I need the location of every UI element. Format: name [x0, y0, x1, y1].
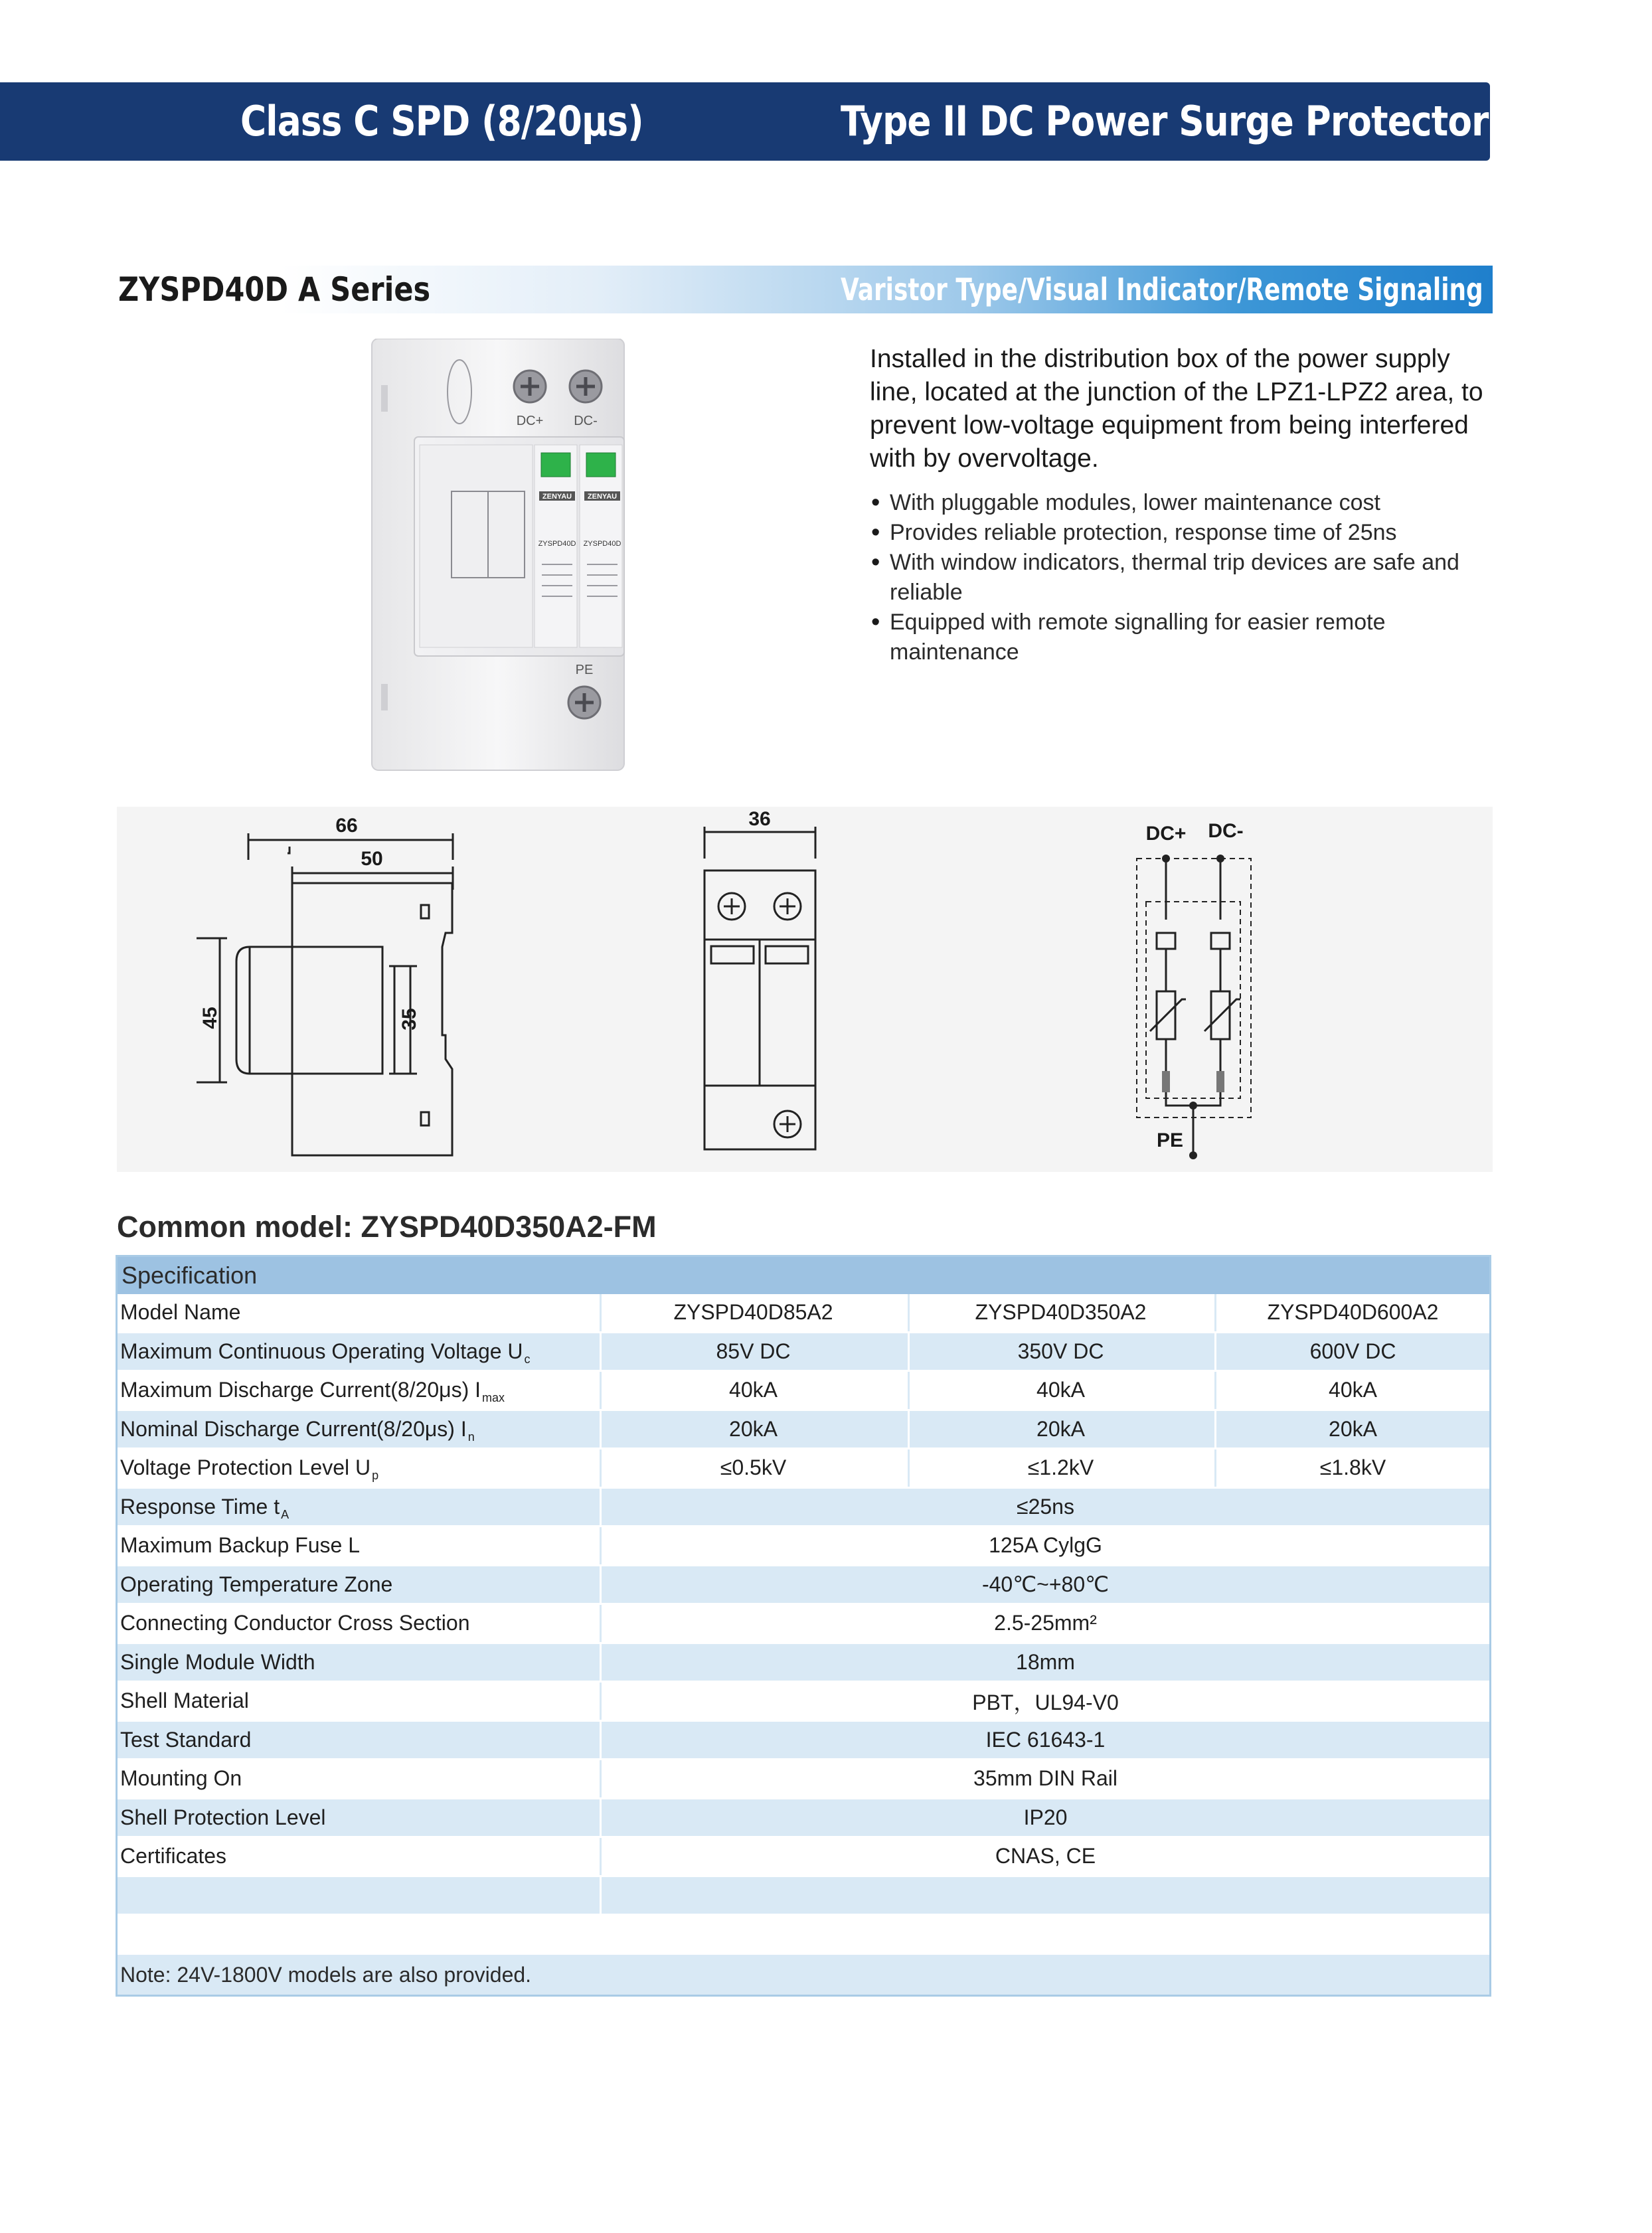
value-cell: 85V DC: [600, 1333, 905, 1370]
table-row: [118, 1449, 1489, 1489]
series-bar: [114, 266, 1493, 313]
table-note: Note: 24V-1800V models are also provided.: [118, 1955, 1489, 1995]
value-cell: 20kA: [1214, 1411, 1489, 1448]
module-model-right: ZYSPD40D: [583, 540, 621, 548]
table-row: [118, 1683, 1489, 1722]
row-label: Operating Temperature Zone: [120, 1572, 393, 1596]
circuit-dc-plus-label: DC+: [1145, 823, 1187, 845]
value-cell: IP20: [600, 1799, 1489, 1837]
row-label: Response Time t A: [120, 1494, 289, 1521]
series-features: Varistor Type/Visual Indicator/Remote Signaling: [841, 272, 1483, 307]
row-label: Test Standard: [120, 1727, 252, 1752]
banner-right-title: Type II DC Power Surge Protector: [841, 97, 1489, 145]
feature-item: • With window indicators, thermal trip devices are safe and reliable: [870, 548, 1494, 608]
table-row: [118, 1411, 1489, 1450]
table-row-empty: [118, 1877, 1489, 1916]
banner-left-title: Class C SPD (8/20μs): [240, 97, 643, 145]
value-cell: ≤1.2kV: [908, 1449, 1212, 1487]
terminal-dc-plus-label: DC+: [516, 414, 544, 428]
circuit-pe-label: PE: [1156, 1129, 1184, 1151]
dim-front-width: 36: [748, 808, 771, 830]
value-cell: ≤0.5kV: [600, 1449, 905, 1487]
value-cell: 350V DC: [908, 1333, 1212, 1370]
table-row-model: [118, 1294, 1489, 1333]
module-model-left: ZYSPD40D: [538, 540, 576, 548]
table-row: [118, 1838, 1489, 1877]
row-label: Shell Protection Level: [120, 1805, 326, 1829]
table-row-empty: [118, 1916, 1489, 1955]
spec-table-header: Specification: [118, 1257, 1489, 1294]
model-cell: ZYSPD40D600A2: [1214, 1294, 1489, 1331]
value-cell: ≤1.8kV: [1214, 1449, 1489, 1487]
row-label: Connecting Conductor Cross Section: [120, 1611, 470, 1635]
common-model-title: Common model: ZYSPD40D350A2-FM: [117, 1210, 657, 1244]
table-row: [118, 1489, 1489, 1528]
value-cell: 18mm: [600, 1644, 1489, 1681]
terminal-dc-minus-label: DC-: [574, 414, 598, 428]
intro-paragraph: Installed in the distribution box of the power supply line, located at the junction of the LPZ1-LPZ2 area, to prevent low-voltage equipment from being interfered with by overvoltage.: [870, 345, 1483, 473]
top-banner: [0, 82, 1490, 161]
table-row: [118, 1644, 1489, 1683]
feature-item: • Equipped with remote signalling for easier remote maintenance: [870, 608, 1494, 667]
value-cell: PBT，UL94-V0: [600, 1683, 1489, 1720]
pe-label: PE: [575, 663, 594, 677]
series-name: ZYSPD40D A Series: [118, 270, 431, 309]
value-cell: ≤25ns: [600, 1489, 1489, 1526]
value-cell: 20kA: [908, 1411, 1212, 1448]
value-cell: 2.5-25mm²: [600, 1605, 1489, 1642]
table-row: [118, 1333, 1489, 1372]
table-row: [118, 1566, 1489, 1606]
feature-list: [870, 488, 1494, 667]
row-label-empty: [120, 1877, 596, 1914]
value-cell: CNAS, CE: [600, 1838, 1489, 1875]
row-label: Maximum Discharge Current(8/20μs) I max: [120, 1378, 505, 1405]
model-cell: ZYSPD40D85A2: [600, 1294, 905, 1331]
dim-inner-width: 50: [361, 848, 383, 870]
value-cell: 125A CylgG: [600, 1527, 1489, 1564]
module-brand-left: ZENYAU: [542, 493, 572, 501]
value-cell: -40℃~+80℃: [600, 1566, 1489, 1604]
row-label: Model Name: [120, 1300, 241, 1325]
row-label: Single Module Width: [120, 1649, 315, 1674]
value-cell: IEC 61643-1: [600, 1722, 1489, 1759]
value-cell: 40kA: [1214, 1372, 1489, 1409]
model-cell: ZYSPD40D350A2: [908, 1294, 1212, 1331]
product-image: [359, 339, 664, 777]
module-brand-right: ZENYAU: [587, 493, 618, 501]
dimension-drawings: [117, 807, 1493, 1172]
dim-height: 45: [199, 1007, 221, 1029]
table-row: [118, 1605, 1489, 1644]
row-label: Certificates: [120, 1844, 227, 1868]
dim-rail-height: 35: [398, 1008, 420, 1031]
circuit-dc-minus-label: DC-: [1208, 820, 1244, 842]
table-row: [118, 1722, 1489, 1761]
feature-item: • Provides reliable protection, response time of 25ns: [870, 518, 1494, 548]
value-cell: 35mm DIN Rail: [600, 1760, 1489, 1797]
value-cell: 20kA: [600, 1411, 905, 1448]
row-label: Nominal Discharge Current(8/20μs) I n: [120, 1416, 475, 1444]
table-row: [118, 1799, 1489, 1839]
spec-table: [116, 1255, 1491, 1997]
table-row: [118, 1760, 1489, 1799]
value-cell: 40kA: [908, 1372, 1212, 1409]
value-cell: 600V DC: [1214, 1333, 1489, 1370]
value-cell-empty: [600, 1877, 1489, 1914]
dim-total-width: 66: [335, 815, 358, 837]
feature-item: • With pluggable modules, lower maintenance cost: [870, 488, 1494, 518]
value-cell: 40kA: [600, 1372, 905, 1409]
row-label: Maximum Backup Fuse L: [120, 1533, 361, 1558]
row-label: Maximum Continuous Operating Voltage U c: [120, 1339, 531, 1366]
table-row: [118, 1527, 1489, 1566]
table-row: [118, 1372, 1489, 1411]
row-label: Voltage Protection Level U p: [120, 1455, 379, 1483]
row-label: Mounting On: [120, 1766, 242, 1791]
row-label: Shell Material: [120, 1689, 249, 1713]
